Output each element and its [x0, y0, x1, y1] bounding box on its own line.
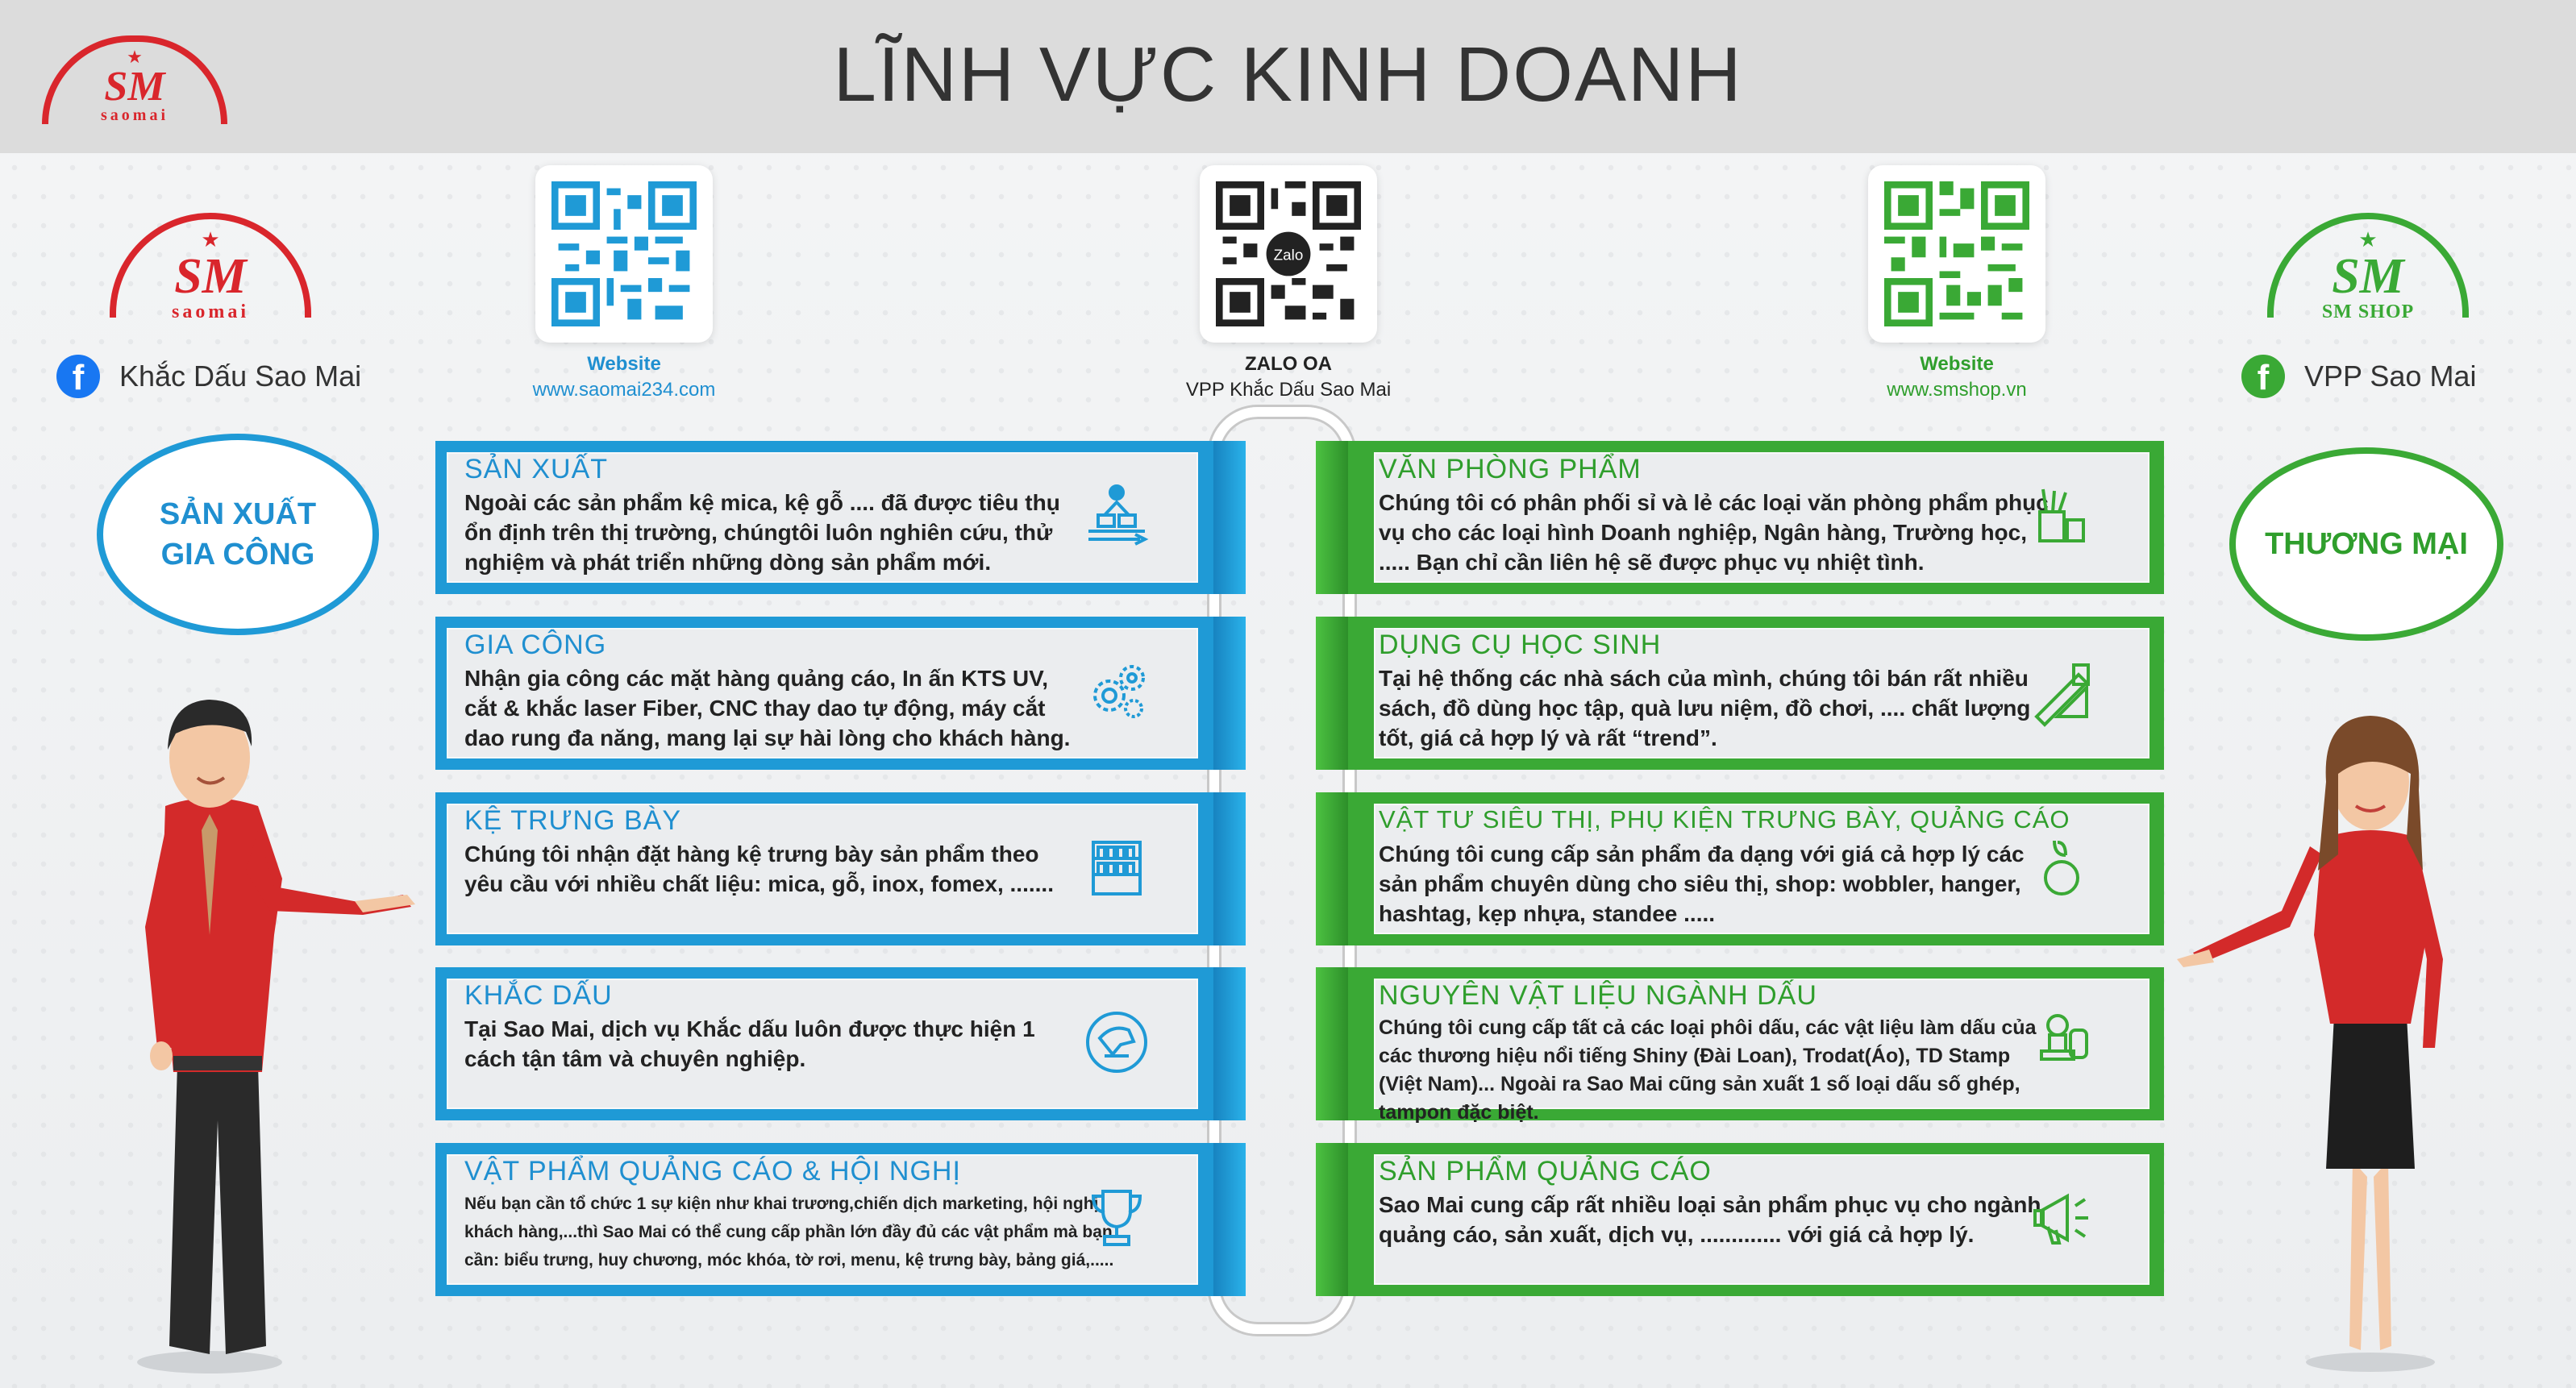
- female-staff-illustration: [2177, 693, 2516, 1378]
- megaphone-icon: [2025, 1182, 2098, 1254]
- card-san-xuat[interactable]: [435, 441, 1246, 594]
- card-san-pham-quang-cao[interactable]: [1316, 1143, 2164, 1296]
- qr-label-website-saomai[interactable]: Website www.saomai234.com: [532, 353, 716, 401]
- qr-label-zalo[interactable]: ZALO OA VPP Khắc Dấu Sao Mai: [1185, 353, 1392, 401]
- stamp-seal-icon: [1080, 1006, 1153, 1078]
- card-text: Ngoài các sản phẩm kệ mica, kệ gỗ .... đã được tiêu thụ ổn định trên thị trường, chúngtôi luôn nghiên cứu, thử nghiệm và phát triển những dòng sản phẩm mới.: [464, 490, 1060, 575]
- card-title: KỆ TRƯNG BÀY: [464, 805, 682, 836]
- card-title: DỤNG CỤ HỌC SINH: [1379, 630, 1662, 660]
- card-text: Nhận gia công các mặt hàng quảng cáo, In ấn KTS UV, cắt & khắc laser Fiber, CNC thay dao tự động, máy cắt dao rung đa năng, mang lại sự hài lòng cho khách hàng.: [464, 666, 1071, 750]
- qr-code-icon: [551, 181, 697, 326]
- facebook-icon: f: [2241, 355, 2285, 398]
- header-bar: [0, 0, 2576, 153]
- school-tools-icon: [2025, 655, 2098, 728]
- smshop-logo: ★ SM SM SHOP: [2267, 213, 2469, 326]
- card-vat-tu-sieu-thi[interactable]: [1316, 792, 2164, 945]
- wobbler-icon: [2025, 831, 2098, 904]
- card-text: Nếu bạn cần tổ chức 1 sự kiện như khai trương,chiến dịch marketing, hội nghị khách hàng,...thì Sao Mai có thể cung cấp phần lớn đầy đủ các vật phẩm mà bạn cần: biểu trưng, huy chương, móc khóa, tờ rơi, menu, kệ trưng bày, bảng giá,.....: [464, 1195, 1114, 1270]
- qr-zalo-oa[interactable]: [1200, 165, 1377, 343]
- card-title: NGUYÊN VẬT LIỆU NGÀNH DẤU: [1379, 980, 1817, 1011]
- card-text: Chúng tôi cung cấp tất cả các loại phôi dấu, các vật liệu làm dấu của các thương hiệu nổi tiếng Shiny (Đài Loan), Trodat(Áo), TD Stamp (Việt Nam)... Ngoài ra Sao Mai cũng sản xuất 1 số loại dấu số ghép, tampon đặc biệt.: [1379, 1016, 2037, 1124]
- card-text: Tại hệ thống các nhà sách của mình, chúng tôi bán rất nhiều sách, đồ dùng học tập, quà lưu niệm, đồ chơi, .... chất lượng tốt, giá cả hợp lý và rất “trend”.: [1379, 666, 2031, 750]
- bubble-thuong-mai: THƯƠNG MẠI: [2229, 447, 2503, 641]
- saomai-logo: ★ SM saomai: [110, 213, 311, 326]
- stamp-machine-icon: [2025, 1006, 2098, 1078]
- display-shelf-icon: [1080, 831, 1153, 904]
- facebook-link-left[interactable]: [56, 355, 361, 398]
- production-line-icon: [1080, 480, 1153, 552]
- card-nguyen-vat-lieu[interactable]: [1316, 967, 2164, 1124]
- card-text: Sao Mai cung cấp rất nhiều loại sản phẩm phục vụ cho ngành quảng cáo, sản xuất, dịch vụ, ............. với giá cả hợp lý.: [1379, 1192, 2041, 1247]
- card-khac-dau[interactable]: [435, 967, 1246, 1120]
- facebook-label: Khắc Dấu Sao Mai: [119, 359, 362, 393]
- card-title: SẢN PHẨM QUẢNG CÁO: [1379, 1156, 1712, 1186]
- card-title: SẢN XUẤT: [464, 454, 609, 484]
- qr-code-icon: [1216, 181, 1361, 326]
- male-staff-illustration: [89, 669, 427, 1378]
- card-dung-cu-hoc-sinh[interactable]: [1316, 617, 2164, 770]
- card-title: VẬT PHẨM QUẢNG CÁO & HỘI NGHỊ: [464, 1156, 961, 1186]
- card-text: Chúng tôi nhận đặt hàng kệ trưng bày sản phẩm theo yêu cầu với nhiều chất liệu: mica, gỗ, inox, fomex, .......: [464, 842, 1054, 896]
- card-text: Chúng tôi có phân phối sỉ và lẻ các loại văn phòng phẩm phục vụ cho các loại hình Doanh nghiệp, Ngân hàng, Trường học, ..... Bạn chỉ cần liên hệ sẽ được phục vụ nhiệt tình.: [1379, 490, 2049, 575]
- trophy-icon: [1080, 1182, 1153, 1254]
- page-title: LĨNH VỰC KINH DOANH: [833, 31, 1743, 118]
- card-vat-pham-quang-cao[interactable]: [435, 1143, 1246, 1296]
- bubble-san-xuat-gia-cong: SẢN XUẤT GIA CÔNG: [97, 434, 379, 635]
- card-van-phong-pham[interactable]: [1316, 441, 2164, 594]
- card-text: Tại Sao Mai, dịch vụ Khắc dấu luôn được thực hiện 1 cách tận tâm và chuyên nghiệp.: [464, 1016, 1035, 1071]
- card-text: Chúng tôi cung cấp sản phẩm đa dạng với giá cả hợp lý các sản phẩm chuyên dùng cho siêu thị, shop: wobbler, hanger, hashtag, kẹp nhựa, standee .....: [1379, 842, 2025, 926]
- qr-website-smshop[interactable]: [1868, 165, 2045, 343]
- zalo-badge: Zalo: [1273, 246, 1304, 264]
- qr-website-saomai[interactable]: [535, 165, 713, 343]
- card-title: VĂN PHÒNG PHẨM: [1379, 454, 1642, 484]
- facebook-label: VPP Sao Mai: [2304, 359, 2477, 393]
- header-logo: ★ SM saomai: [42, 35, 227, 124]
- qr-code-icon: [1884, 181, 2029, 326]
- card-title: VẬT TƯ SIÊU THỊ, PHỤ KIỆN TRƯNG BÀY, QUẢNG CÁO: [1379, 805, 2070, 833]
- card-gia-cong[interactable]: [435, 617, 1246, 770]
- stationery-icon: [2025, 480, 2098, 552]
- gears-icon: [1080, 655, 1153, 728]
- card-title: GIA CÔNG: [464, 630, 607, 660]
- facebook-icon: f: [56, 355, 100, 398]
- qr-label-website-smshop[interactable]: Website www.smshop.vn: [1887, 353, 2027, 401]
- facebook-link-right[interactable]: [2241, 355, 2476, 398]
- card-ke-trung-bay[interactable]: [435, 792, 1246, 945]
- card-title: KHẮC DẤU: [464, 980, 613, 1011]
